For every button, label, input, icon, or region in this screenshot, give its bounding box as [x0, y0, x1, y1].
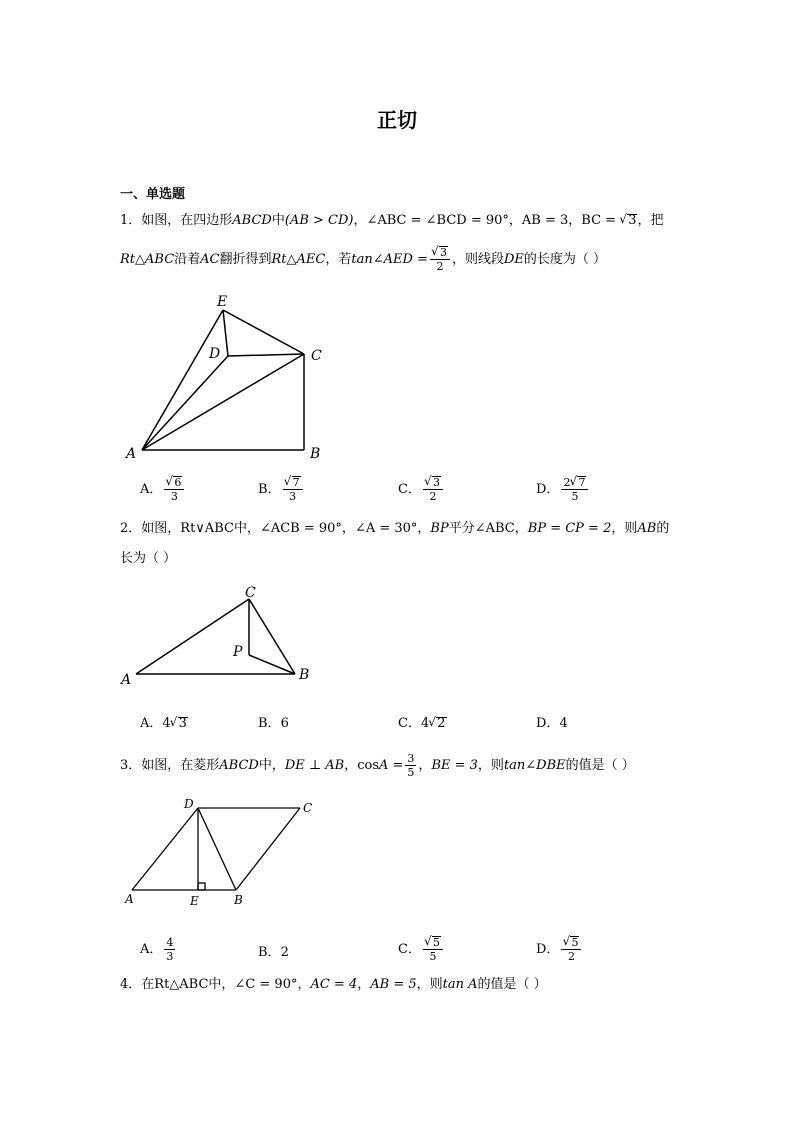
q3-frac-num: 3	[407, 752, 415, 765]
section-heading: 一、单选题	[120, 187, 186, 202]
q1-text: ，∠ABC = ∠BCD = 90°，AB = 3，BC =	[353, 213, 621, 228]
label-b: B	[310, 446, 321, 462]
q1-text: DE	[503, 252, 524, 267]
option-letter: B．	[258, 482, 281, 497]
q2-text: AB	[637, 521, 657, 536]
option-fraction	[561, 936, 581, 963]
q4-line1	[120, 976, 547, 994]
q3-option-b[interactable]	[258, 941, 289, 960]
option-fraction	[561, 476, 588, 503]
q3-option-a[interactable]	[140, 936, 177, 963]
option-den: 2	[567, 950, 575, 963]
option-fraction	[283, 476, 303, 503]
q3-text: 3．如图，在菱形	[120, 758, 220, 773]
q1-text: 中	[271, 213, 285, 228]
option-num: 4	[166, 936, 174, 949]
q1-option-b[interactable]	[258, 476, 305, 503]
q4-text: ，	[357, 977, 371, 992]
option-den: 3	[166, 950, 174, 963]
label-e: E	[217, 294, 228, 310]
q2-figure	[118, 582, 318, 690]
q2-option-b[interactable]	[258, 712, 289, 731]
q3-text: tan∠DBE	[503, 758, 566, 773]
q1-text: ，把	[637, 213, 664, 228]
q1-text: 的长度为（ ）	[523, 252, 607, 267]
label-c: C	[245, 585, 256, 601]
option-letter: A．	[140, 942, 163, 957]
q2-line1	[120, 520, 669, 538]
option-value: 2	[280, 945, 289, 960]
option-letter: B．	[258, 945, 281, 960]
label-e: E	[190, 894, 199, 908]
option-coef: 2	[563, 476, 571, 489]
label-p: P	[233, 644, 243, 660]
option-letter: C．	[398, 942, 421, 957]
q1-text: ，若	[325, 252, 352, 267]
q3-text: DE ⊥ AB	[284, 758, 345, 773]
q1-line1	[120, 212, 664, 230]
q3-option-c[interactable]	[398, 936, 445, 963]
q1-sqrt: √ 3	[627, 214, 637, 227]
q2-option-d[interactable]	[536, 712, 568, 731]
q3-text: ，cos	[344, 758, 379, 773]
option-num: √ 5	[432, 936, 441, 949]
q2-text: 中，∠ACB = 90°，∠A = 30°，	[233, 521, 431, 536]
q3-text: A =	[379, 758, 404, 773]
option-value: 6	[280, 716, 289, 731]
label-d: D	[184, 797, 194, 811]
q2-text: 平分∠ABC，	[448, 521, 528, 536]
option-den: 2	[429, 490, 437, 503]
q3-text: ，	[418, 758, 432, 773]
label-b: B	[234, 893, 243, 907]
q2-text: BP	[430, 521, 449, 536]
option-letter: D．	[536, 482, 560, 497]
q1-frac-den: 2	[436, 260, 444, 273]
q4-text: ，则	[416, 977, 443, 992]
q4-text: 的值是（ ）	[477, 977, 547, 992]
q4-text: 中，∠C = 90°，	[208, 977, 311, 992]
q4-text: Rt△ABC	[154, 977, 209, 992]
q2-option-c[interactable]	[398, 712, 447, 731]
option-letter: D．	[536, 716, 560, 731]
page-title: 正切	[377, 108, 417, 132]
q1-text: Rt△AEC	[271, 252, 326, 267]
q4-text: 4．在	[120, 977, 155, 992]
option-letter: D．	[536, 942, 560, 957]
q1-option-c[interactable]	[398, 476, 445, 503]
q1-text: ABCD	[232, 213, 272, 228]
q1-frac-num: √ 3	[439, 246, 448, 259]
q2-text: ，则	[611, 521, 638, 536]
q3-frac-den: 5	[407, 766, 415, 779]
q3-option-d[interactable]	[536, 936, 583, 963]
option-den: 5	[429, 950, 437, 963]
q3-text: ABCD	[219, 758, 259, 773]
q1-figure	[120, 290, 340, 465]
label-c: C	[303, 801, 313, 815]
label-a: A	[121, 672, 132, 688]
q3-text: 中，	[258, 758, 285, 773]
option-letter: C．	[398, 482, 421, 497]
option-fraction	[164, 476, 184, 503]
option-num: √ 7	[577, 476, 586, 489]
option-fraction	[423, 936, 443, 963]
option-den: 3	[170, 490, 178, 503]
q1-text: 1．如图，在四边形	[120, 213, 233, 228]
label-b: B	[299, 667, 310, 683]
q3-text: BE = 3	[431, 758, 478, 773]
option-num: √ 6	[173, 476, 182, 489]
option-num: √ 5	[570, 936, 579, 949]
q3-figure	[120, 794, 325, 912]
label-d: D	[209, 346, 221, 362]
label-c: C	[311, 348, 322, 364]
q3-text: 的值是（ ）	[565, 758, 635, 773]
q1-text: AC	[200, 252, 220, 267]
q2-option-a[interactable]	[140, 712, 188, 731]
option-letter: A．	[140, 716, 163, 731]
q2-text: 的	[656, 521, 670, 536]
q2-line2: 长为（ ）	[120, 551, 177, 566]
option-den: 5	[571, 490, 579, 503]
q2-text: Rt∨ABC	[180, 521, 234, 536]
q2-text: BP = CP = 2	[527, 521, 612, 536]
q1-option-d[interactable]	[536, 476, 590, 503]
q3-text: ，则	[477, 758, 504, 773]
label-a: A	[126, 446, 137, 462]
option-fraction	[423, 476, 443, 503]
q4-text: tan A	[442, 977, 478, 992]
option-letter: B．	[258, 716, 281, 731]
q1-text: 翻折得到	[219, 252, 272, 267]
option-letter: C．	[398, 716, 421, 731]
label-a: A	[125, 892, 134, 906]
q3-fraction	[405, 752, 416, 779]
q1-line2	[120, 246, 606, 273]
option-num: √ 3	[432, 476, 441, 489]
q1-fraction	[430, 246, 450, 273]
q3-line1	[120, 752, 635, 779]
option-num: √ 7	[292, 476, 301, 489]
option-den: 3	[289, 490, 297, 503]
q1-text: (AB > CD)	[284, 213, 354, 228]
option-value: 4	[559, 716, 568, 731]
q1-text: 沿着	[174, 252, 201, 267]
q2-text: 2．如图，	[120, 521, 181, 536]
option-value: 4	[420, 716, 430, 731]
q4-text: AB = 5	[370, 977, 417, 992]
q1-option-a[interactable]	[140, 476, 186, 503]
q1-text: ，则线段	[451, 252, 504, 267]
q4-text: AC = 4	[310, 977, 358, 992]
option-value: 4	[162, 716, 171, 731]
option-fraction	[164, 936, 175, 963]
q1-text: tan∠AED =	[351, 252, 428, 267]
option-sqrt: √ 2	[436, 717, 446, 730]
option-letter: A．	[140, 482, 163, 497]
q1-text: Rt△ABC	[120, 252, 175, 267]
option-sqrt: √ 3	[178, 717, 188, 730]
